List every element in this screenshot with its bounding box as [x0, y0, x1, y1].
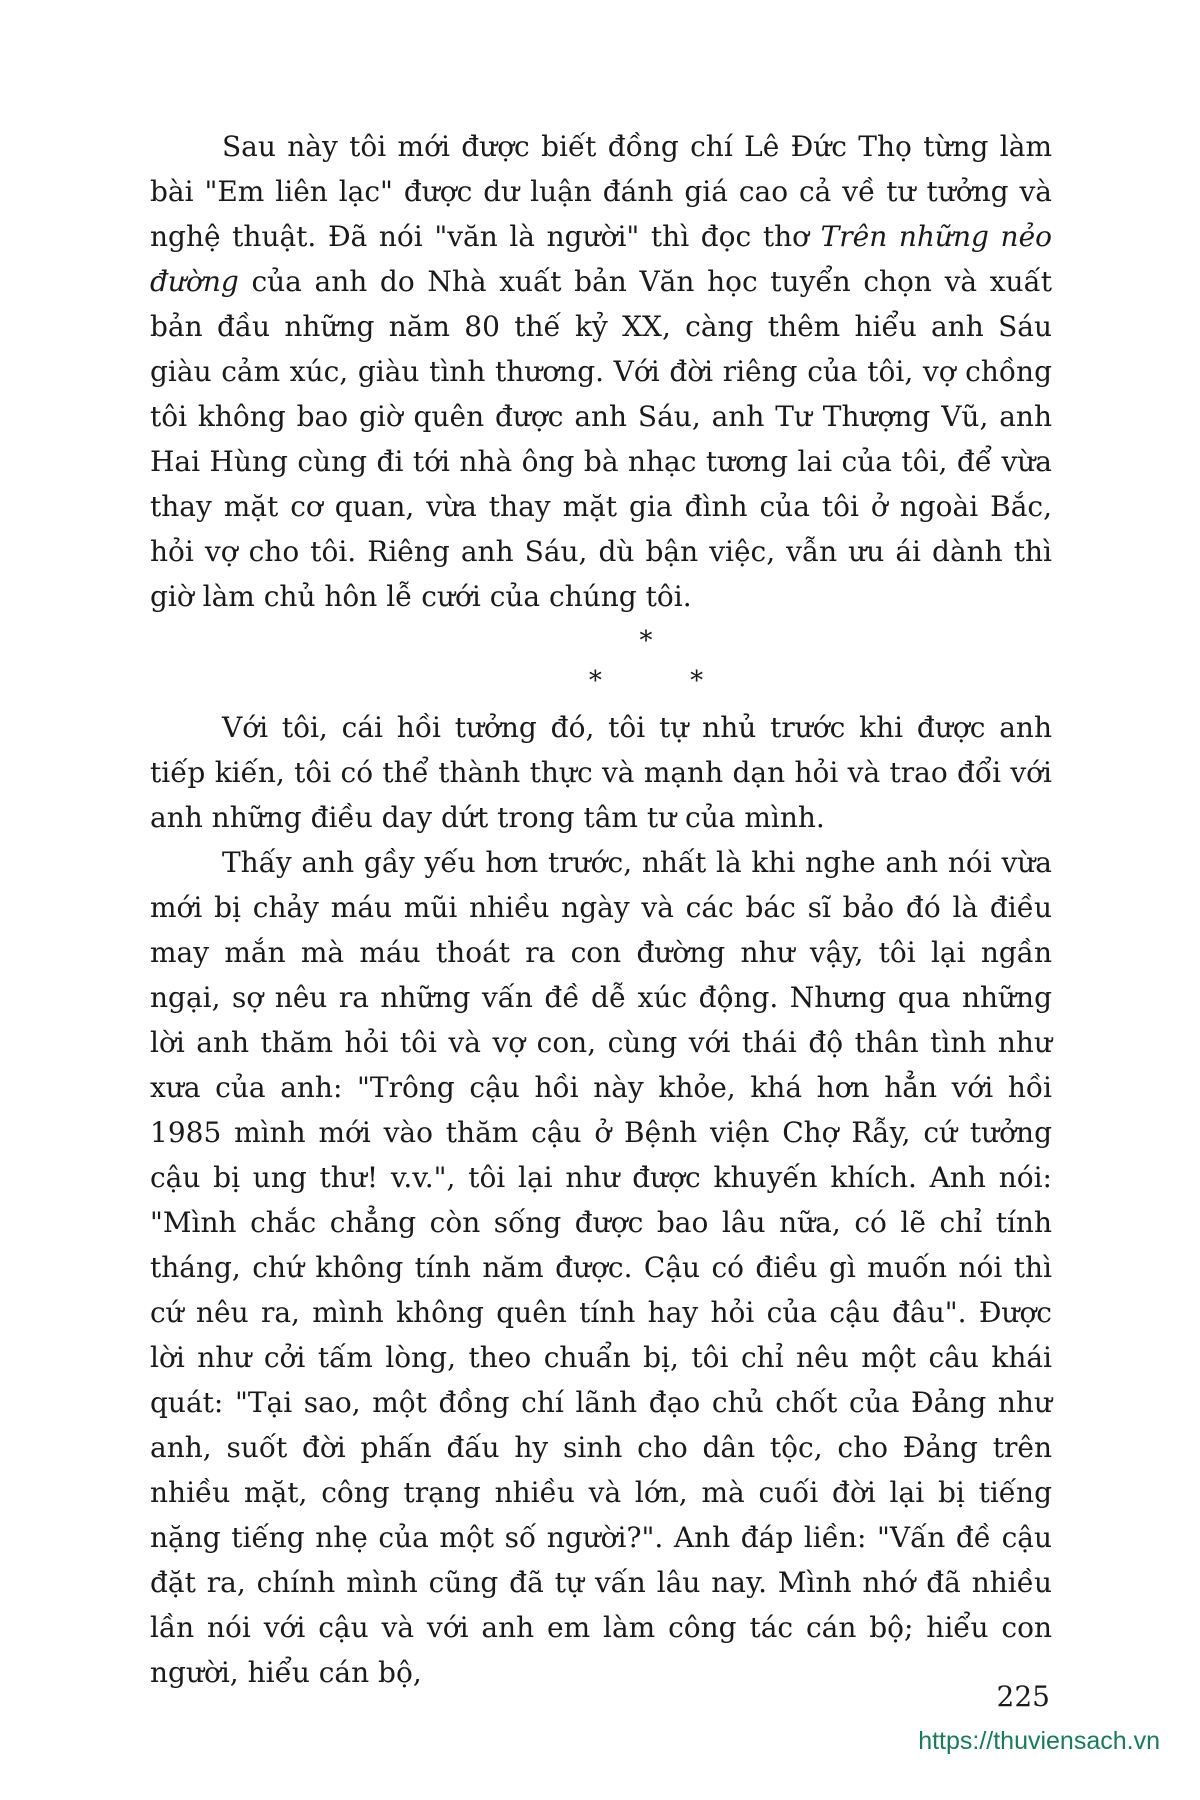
- page-number: 225: [996, 1680, 1050, 1713]
- book-title: Trên những nẻo đường: [150, 220, 1053, 298]
- paragraph-2: Với tôi, cái hồi tưởng đó, tôi tự nhủ trước khi được anh tiếp kiến, tôi có thể thành thực và mạnh dạn hỏi và trao đổi với anh những điều day dứt trong tâm tư của mình.: [150, 711, 1052, 834]
- separator-top: *: [639, 626, 653, 656]
- paragraph-3: Thấy anh gầy yếu hơn trước, nhất là khi nghe anh nói vừa mới bị chảy máu mũi nhiều ngày và các bác sĩ bảo đó là điều may mắn mà máu thoát ra con đường như vậy, tôi lại ngần ngại, sợ nêu ra những vấn đề dễ xúc động. Nhưng qua những lời anh thăm hỏi tôi và vợ con, cùng với thái độ thân tình như xưa của anh: "Trông cậu hồi này khỏe, khá hơn hẳn với hồi 1985 mình mới vào thăm cậu ở Bệnh viện Chợ Rẫy, cứ tưởng cậu bị ung thư! v.v.", tôi lại như được khuyến khích. Anh nói: "Mình chắc chẳng còn sống được bao lâu nữa, có lẽ chỉ tính tháng, chứ không tính năm được. Cậu có điều gì muốn nói thì cứ nêu ra, mình không quên tính hay hỏi của cậu đâu". Được lời như cởi tấm lòng, theo chuẩn bị, tôi chỉ nêu một câu khái quát: "Tại sao, một đồng chí lãnh đạo chủ chốt của Đảng như anh, suốt đời phấn đấu hy sinh cho dân tộc, cho Đảng trên nhiều mặt, công trạng nhiều và lớn, mà cuối đời lại bị tiếng nặng tiếng nhẹ của một số người?". Anh đáp liền: "Vấn đề cậu đặt ra, chính mình cũng đã tự vấn lâu nay. Mình nhớ đã nhiều lần nói với cậu và với anh em làm công tác cán bộ; hiểu con người, hiểu cán bộ,: [150, 846, 1052, 1689]
- source-url-link[interactable]: https://thuviensach.vn: [918, 1727, 1160, 1755]
- section-separator: [150, 621, 1052, 701]
- paragraph-1: [150, 124, 1052, 619]
- page-body: [150, 124, 1052, 1695]
- paragraph-1-text-a: Sau này tôi mới được biết đồng chí Lê Đức Thọ từng làm bài "Em liên lạc" được dư luận đánh giá cao cả về tư tưởng và nghệ thuật. Đã nói "văn là người" thì đọc thơ: [150, 130, 1052, 253]
- paragraph-1-text-b: của anh do Nhà xuất bản Văn học tuyển chọn và xuất bản đầu những năm 80 thế kỷ XX, càng thêm hiểu anh Sáu giàu cảm xúc, giàu tình thương. Với đời riêng của tôi, vợ chồng tôi không bao giờ quên được anh Sáu, anh Tư Thượng Vũ, anh Hai Hùng cùng đi tới nhà ông bà nhạc tương lai của tôi, để vừa thay mặt cơ quan, vừa thay mặt gia đình của tôi ở ngoài Bắc, hỏi vợ cho tôi. Riêng anh Sáu, dù bận việc, vẫn ưu ái dành thì giờ làm chủ hôn lễ cưới của chúng tôi.: [150, 265, 1052, 613]
- separator-bottom: * *: [588, 666, 744, 696]
